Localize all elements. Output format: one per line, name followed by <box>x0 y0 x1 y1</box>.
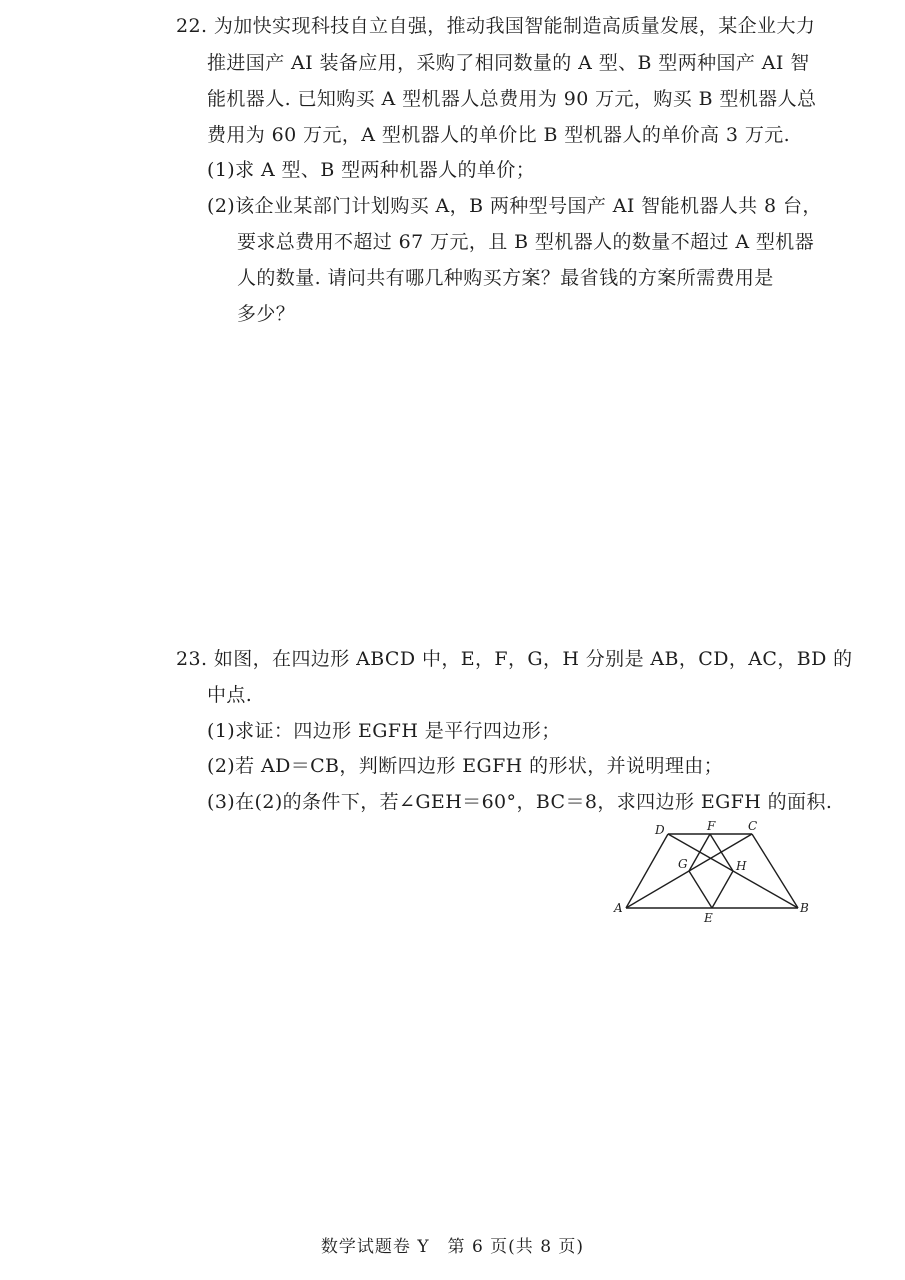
q23-line-2: 中点. <box>207 684 253 706</box>
label-D: D <box>655 823 665 837</box>
label-C: C <box>748 819 758 833</box>
label-B: B <box>800 901 809 915</box>
q22-part-2-line-1: (2)该企业某部门计划购买 A，B 两种型号国产 AI 智能机器人共 8 台， <box>207 195 822 217</box>
q22-line-4: 费用为 60 万元，A 型机器人的单价比 B 型机器人的单价高 3 万元. <box>207 124 791 146</box>
label-A: A <box>614 901 623 915</box>
q22-part-2-line-4: 多少？ <box>237 303 296 325</box>
label-E: E <box>704 911 713 925</box>
segment-FH <box>710 834 733 871</box>
q22-line-1: 22. 为加快实现科技自立自强，推动我国智能制造高质量发展，某企业大力 <box>176 15 816 37</box>
q23-line-1: 23. 如图，在四边形 ABCD 中，E，F，G，H 分别是 AB，CD，AC，BD 的 <box>176 648 853 670</box>
q23-part-1: (1)求证：四边形 EGFH 是平行四边形； <box>207 720 561 742</box>
q22-part-2-line-2: 要求总费用不超过 67 万元，且 B 型机器人的数量不超过 A 型机器 <box>237 231 815 253</box>
q23-part-2: (2)若 AD＝CB，判断四边形 EGFH 的形状，并说明理由； <box>207 755 724 777</box>
page-footer: 数学试题卷 Y 第 6 页(共 8 页) <box>320 1237 585 1257</box>
segment-HE <box>712 871 733 908</box>
q22-line-2: 推进国产 AI 装备应用，采购了相同数量的 A 型、B 型两种国产 AI 智 <box>207 52 810 74</box>
q22-line-3: 能机器人. 已知购买 A 型机器人总费用为 90 万元，购买 B 型机器人总 <box>207 88 817 110</box>
quadrilateral-figure <box>600 812 820 927</box>
q22-part-1: (1)求 A 型、B 型两种机器人的单价； <box>207 159 536 181</box>
label-F: F <box>707 819 716 833</box>
segment-EG <box>689 871 712 908</box>
segment-BC <box>752 834 798 908</box>
label-H: H <box>736 859 747 873</box>
label-G: G <box>678 857 688 871</box>
segment-DA <box>626 834 668 908</box>
q23-part-3: (3)在(2)的条件下，若∠GEH＝60°，BC＝8，求四边形 EGFH 的面积. <box>207 791 833 813</box>
q22-part-2-line-3: 人的数量. 请问共有哪几种购买方案？最省钱的方案所需费用是 <box>237 267 774 289</box>
